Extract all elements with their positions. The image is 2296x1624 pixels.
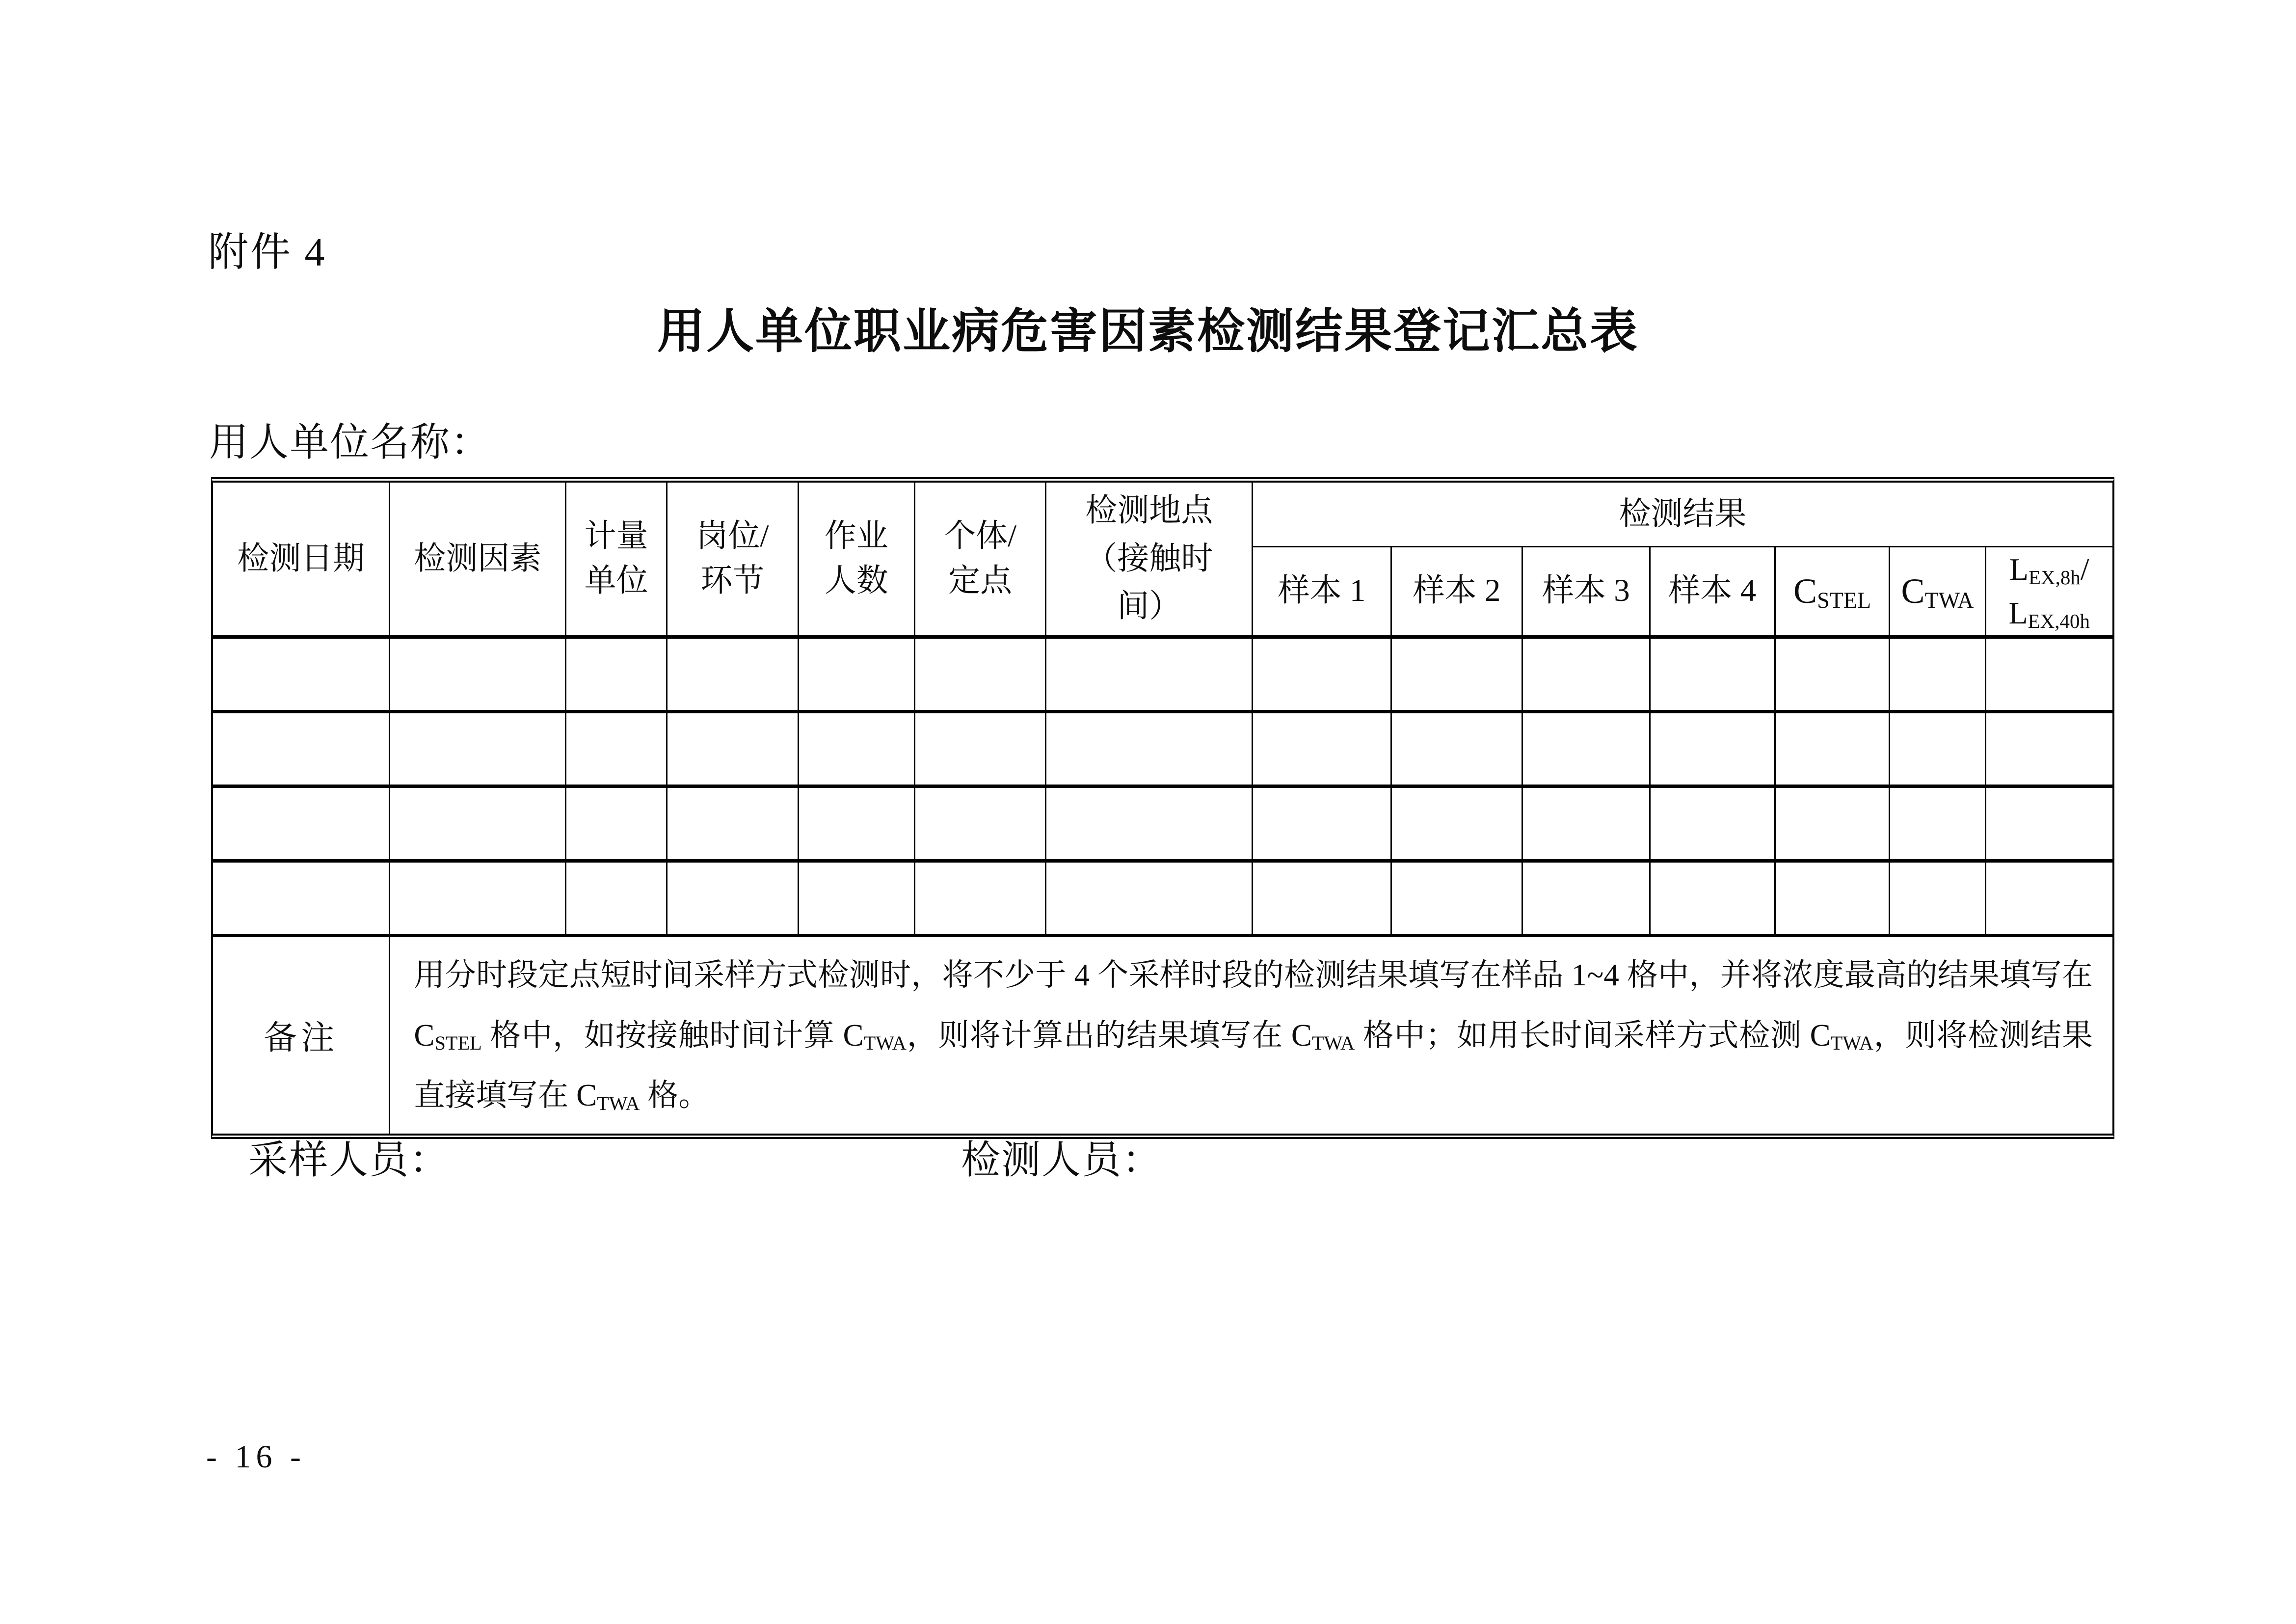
empty-cell bbox=[1985, 861, 2112, 935]
page-number: - 16 - bbox=[206, 1439, 306, 1475]
header-measure-unit bbox=[566, 483, 667, 637]
empty-cell bbox=[566, 637, 667, 711]
header-sample-4: 样本 4 bbox=[1650, 546, 1775, 637]
empty-cell bbox=[1650, 786, 1775, 861]
header-detection-date: 检测日期 bbox=[213, 483, 390, 637]
header-location-line: 检测地点 bbox=[1085, 493, 1213, 529]
empty-cell bbox=[1890, 786, 1985, 861]
empty-cell bbox=[914, 861, 1046, 935]
empty-data-row bbox=[213, 637, 2112, 711]
header-detection-location bbox=[1046, 483, 1253, 637]
empty-cell bbox=[1985, 711, 2112, 786]
page-title: 用人单位职业病危害因素检测结果登记汇总表 bbox=[657, 305, 1639, 358]
empty-cell bbox=[390, 637, 566, 711]
empty-cell bbox=[390, 786, 566, 861]
empty-cell bbox=[1391, 637, 1522, 711]
header-sample-2: 样本 2 bbox=[1391, 546, 1522, 637]
empty-cell bbox=[213, 637, 390, 711]
header-lex bbox=[1985, 546, 2112, 637]
empty-cell bbox=[914, 711, 1046, 786]
empty-cell bbox=[1985, 786, 2112, 861]
empty-cell bbox=[566, 786, 667, 861]
empty-cell bbox=[798, 861, 914, 935]
empty-cell bbox=[1650, 637, 1775, 711]
empty-cell bbox=[213, 711, 390, 786]
empty-cell bbox=[1522, 861, 1650, 935]
empty-cell bbox=[566, 861, 667, 935]
header-individual-line: 个体/ bbox=[944, 518, 1017, 554]
header-individual-fixed bbox=[914, 483, 1046, 637]
empty-cell bbox=[1253, 861, 1391, 935]
sampler-label: 采样人员： bbox=[248, 1139, 450, 1182]
empty-cell bbox=[1775, 786, 1890, 861]
employer-name-label: 用人单位名称： bbox=[209, 421, 491, 464]
empty-cell bbox=[798, 786, 914, 861]
header-individual-line: 定点 bbox=[948, 563, 1013, 599]
remarks-label: 备注 bbox=[213, 935, 390, 1134]
empty-cell bbox=[1391, 786, 1522, 861]
header-sample-3: 样本 3 bbox=[1522, 546, 1650, 637]
empty-cell bbox=[667, 786, 799, 861]
header-worker-count bbox=[798, 483, 914, 637]
header-workers-line: 作业 bbox=[824, 518, 888, 554]
header-location-line: （接触时 bbox=[1085, 541, 1213, 576]
lex-40h-symbol: $L_{EX,40h}$ bbox=[2008, 595, 2090, 633]
empty-cell bbox=[390, 711, 566, 786]
header-ctwa bbox=[1890, 546, 1985, 637]
empty-cell bbox=[1253, 711, 1391, 786]
summary-table bbox=[213, 483, 2112, 1134]
table-header-section bbox=[213, 483, 2112, 637]
empty-cell bbox=[1253, 637, 1391, 711]
attachment-label: 附件 4 bbox=[208, 230, 327, 274]
empty-cell bbox=[1046, 786, 1253, 861]
empty-data-row bbox=[213, 711, 2112, 786]
empty-cell bbox=[1890, 637, 1985, 711]
lex-8h-symbol: $L_{EX,8h}/$ bbox=[2009, 551, 2089, 589]
empty-cell bbox=[1775, 861, 1890, 935]
cstel-symbol: $C_{STEL}$ bbox=[1793, 571, 1871, 613]
ctwa-symbol: $C_{TWA}$ bbox=[1901, 571, 1974, 613]
header-unit-line: 单位 bbox=[584, 563, 648, 599]
empty-cell bbox=[1046, 637, 1253, 711]
empty-cell bbox=[914, 786, 1046, 861]
tester-label: 检测人员： bbox=[961, 1139, 1162, 1182]
empty-cell bbox=[914, 637, 1046, 711]
empty-data-row bbox=[213, 861, 2112, 935]
table-body-section bbox=[213, 637, 2112, 935]
header-post-line: 环节 bbox=[700, 563, 765, 599]
empty-cell bbox=[213, 786, 390, 861]
header-post-link bbox=[667, 483, 799, 637]
remarks-row bbox=[213, 935, 2112, 1134]
remarks-text: 用分时段定点短时间采样方式检测时，将不少于 4 个采样时段的检测结果填写在样品 1~4 格中，并将浓度最高的结果填写在 $C_{STEL}$ 格中，如按接触时间计算 $C_{TWA}$，则将计算出的结果填写在 $C_{TWA}$ 格中；如用长时间采样方式检测 $C_{TWA}$，则将检测结果直接填写在 $C_{TWA}$ 格。 bbox=[390, 935, 2112, 1134]
empty-cell bbox=[1890, 861, 1985, 935]
empty-cell bbox=[667, 861, 799, 935]
empty-cell bbox=[1522, 711, 1650, 786]
empty-cell bbox=[1253, 786, 1391, 861]
header-cstel bbox=[1775, 546, 1890, 637]
header-sample-1: 样本 1 bbox=[1253, 546, 1391, 637]
empty-cell bbox=[798, 637, 914, 711]
empty-cell bbox=[390, 861, 566, 935]
empty-cell bbox=[1522, 637, 1650, 711]
header-workers-line: 人数 bbox=[824, 563, 888, 599]
empty-cell bbox=[798, 711, 914, 786]
header-location-line: 间） bbox=[1117, 589, 1181, 624]
empty-data-row bbox=[213, 786, 2112, 861]
header-row-1 bbox=[213, 483, 2112, 546]
empty-cell bbox=[1391, 861, 1522, 935]
empty-cell bbox=[667, 711, 799, 786]
empty-cell bbox=[1522, 786, 1650, 861]
empty-cell bbox=[1985, 637, 2112, 711]
results-table bbox=[211, 477, 2114, 1139]
empty-cell bbox=[1046, 711, 1253, 786]
empty-cell bbox=[1890, 711, 1985, 786]
empty-cell bbox=[1650, 711, 1775, 786]
empty-cell bbox=[213, 861, 390, 935]
empty-cell bbox=[1046, 861, 1253, 935]
header-detection-factor: 检测因素 bbox=[390, 483, 566, 637]
empty-cell bbox=[1775, 637, 1890, 711]
table-remarks-section bbox=[213, 935, 2112, 1134]
empty-cell bbox=[1391, 711, 1522, 786]
header-detection-results: 检测结果 bbox=[1253, 483, 2112, 546]
empty-cell bbox=[566, 711, 667, 786]
empty-cell bbox=[1650, 861, 1775, 935]
header-unit-line: 计量 bbox=[584, 518, 648, 554]
header-post-line: 岗位/ bbox=[696, 518, 769, 554]
empty-cell bbox=[1775, 711, 1890, 786]
empty-cell bbox=[667, 637, 799, 711]
